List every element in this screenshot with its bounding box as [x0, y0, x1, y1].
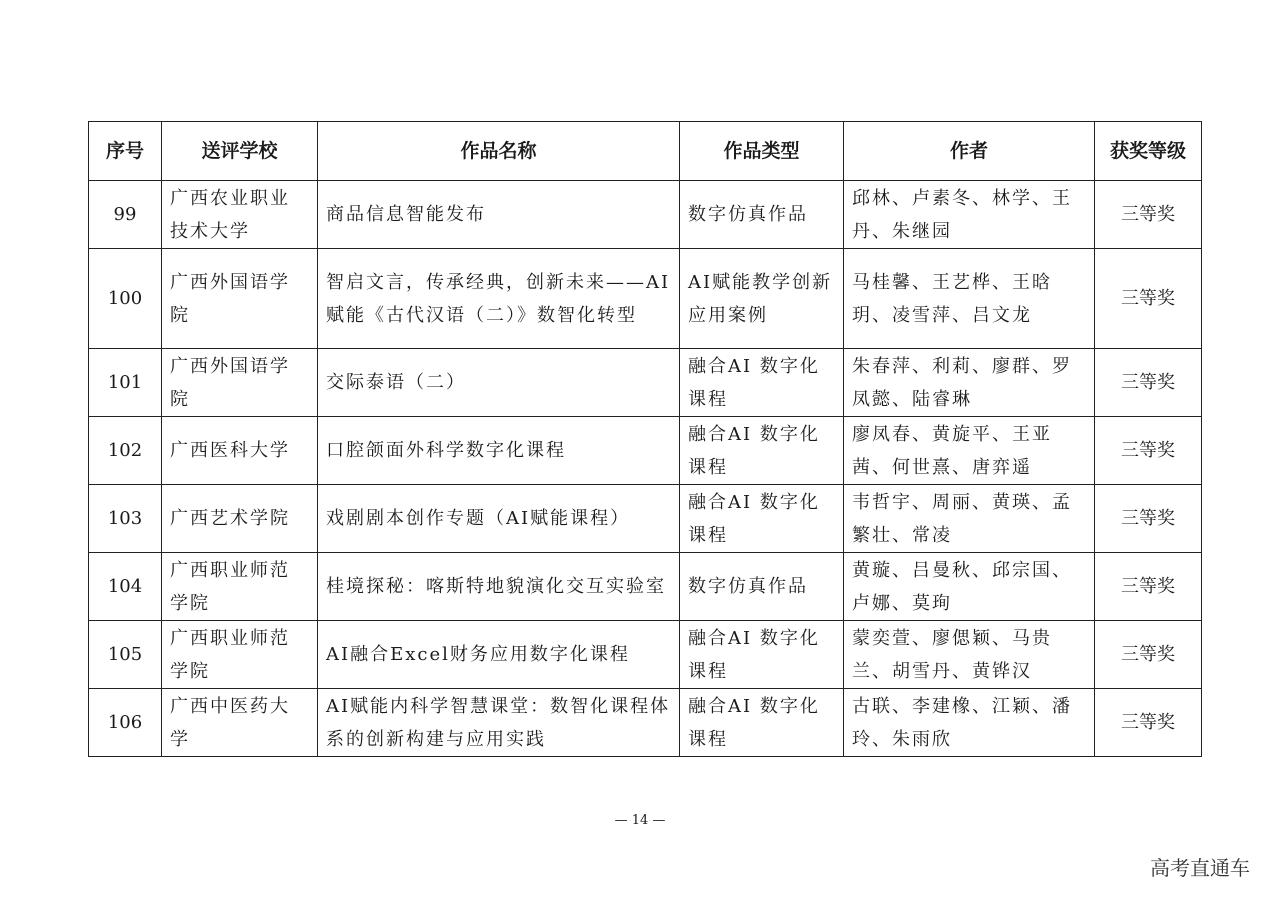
header-school: 送评学校	[162, 122, 318, 181]
table-row	[89, 553, 1202, 621]
header-authors: 作者	[844, 122, 1095, 181]
row-school: 广西外国语学院	[162, 249, 318, 349]
row-award: 三等奖	[1095, 249, 1202, 349]
page-number: — 14 —	[614, 813, 666, 828]
row-school: 广西外国语学院	[162, 349, 318, 417]
row-award: 三等奖	[1095, 181, 1202, 249]
row-authors: 邱林、卢素冬、林学、王丹、朱继园	[844, 181, 1095, 249]
row-no: 102	[89, 417, 162, 485]
row-school: 广西农业职业技术大学	[162, 181, 318, 249]
row-no: 105	[89, 621, 162, 689]
row-type: 融合AI 数字化课程	[680, 689, 844, 757]
row-no: 99	[89, 181, 162, 249]
row-title: 商品信息智能发布	[318, 181, 680, 249]
row-authors: 马桂馨、王艺桦、王晗玥、凌雪萍、吕文龙	[844, 249, 1095, 349]
row-type: AI赋能教学创新应用案例	[680, 249, 844, 349]
table-row	[89, 689, 1202, 757]
row-authors: 韦哲宇、周丽、黄瑛、孟繁壮、常凌	[844, 485, 1095, 553]
row-authors: 蒙奕萱、廖偲颖、马贵兰、胡雪丹、黄铧汉	[844, 621, 1095, 689]
header-award: 获奖等级	[1095, 122, 1202, 181]
row-type: 融合AI 数字化课程	[680, 349, 844, 417]
row-no: 100	[89, 249, 162, 349]
row-award: 三等奖	[1095, 417, 1202, 485]
row-authors: 朱春萍、利莉、廖群、罗凤懿、陆睿琳	[844, 349, 1095, 417]
row-title: AI融合Excel财务应用数字化课程	[318, 621, 680, 689]
header-type: 作品类型	[680, 122, 844, 181]
row-no: 106	[89, 689, 162, 757]
awards-table	[88, 121, 1202, 757]
header-title: 作品名称	[318, 122, 680, 181]
row-school: 广西医科大学	[162, 417, 318, 485]
row-type: 融合AI 数字化课程	[680, 417, 844, 485]
row-school: 广西艺术学院	[162, 485, 318, 553]
row-award: 三等奖	[1095, 689, 1202, 757]
watermark: 高考直通车	[1150, 856, 1250, 880]
table-row	[89, 621, 1202, 689]
row-authors: 黄璇、吕曼秋、邱宗国、卢娜、莫珣	[844, 553, 1095, 621]
row-title: 智启文言，传承经典，创新未来——AI赋能《古代汉语（二）》数智化转型	[318, 249, 680, 349]
row-no: 101	[89, 349, 162, 417]
row-title: 桂境探秘：喀斯特地貌演化交互实验室	[318, 553, 680, 621]
row-school: 广西职业师范学院	[162, 553, 318, 621]
row-award: 三等奖	[1095, 349, 1202, 417]
row-type: 融合AI 数字化课程	[680, 485, 844, 553]
row-authors: 廖凤春、黄旋平、王亚茜、何世熹、唐弈遥	[844, 417, 1095, 485]
row-award: 三等奖	[1095, 621, 1202, 689]
row-title: 口腔颌面外科学数字化课程	[318, 417, 680, 485]
row-no: 103	[89, 485, 162, 553]
table-row	[89, 417, 1202, 485]
table-header-row	[89, 122, 1202, 181]
row-award: 三等奖	[1095, 553, 1202, 621]
table-row	[89, 485, 1202, 553]
row-type: 数字仿真作品	[680, 553, 844, 621]
table-row	[89, 181, 1202, 249]
row-type: 融合AI 数字化课程	[680, 621, 844, 689]
row-title: 交际泰语（二）	[318, 349, 680, 417]
row-title: AI赋能内科学智慧课堂：数智化课程体系的创新构建与应用实践	[318, 689, 680, 757]
table-row	[89, 249, 1202, 349]
row-authors: 古联、李建橡、江颖、潘玲、朱雨欣	[844, 689, 1095, 757]
header-no: 序号	[89, 122, 162, 181]
row-award: 三等奖	[1095, 485, 1202, 553]
table-row	[89, 349, 1202, 417]
row-type: 数字仿真作品	[680, 181, 844, 249]
row-school: 广西中医药大学	[162, 689, 318, 757]
row-no: 104	[89, 553, 162, 621]
row-school: 广西职业师范学院	[162, 621, 318, 689]
row-title: 戏剧剧本创作专题（AI赋能课程）	[318, 485, 680, 553]
